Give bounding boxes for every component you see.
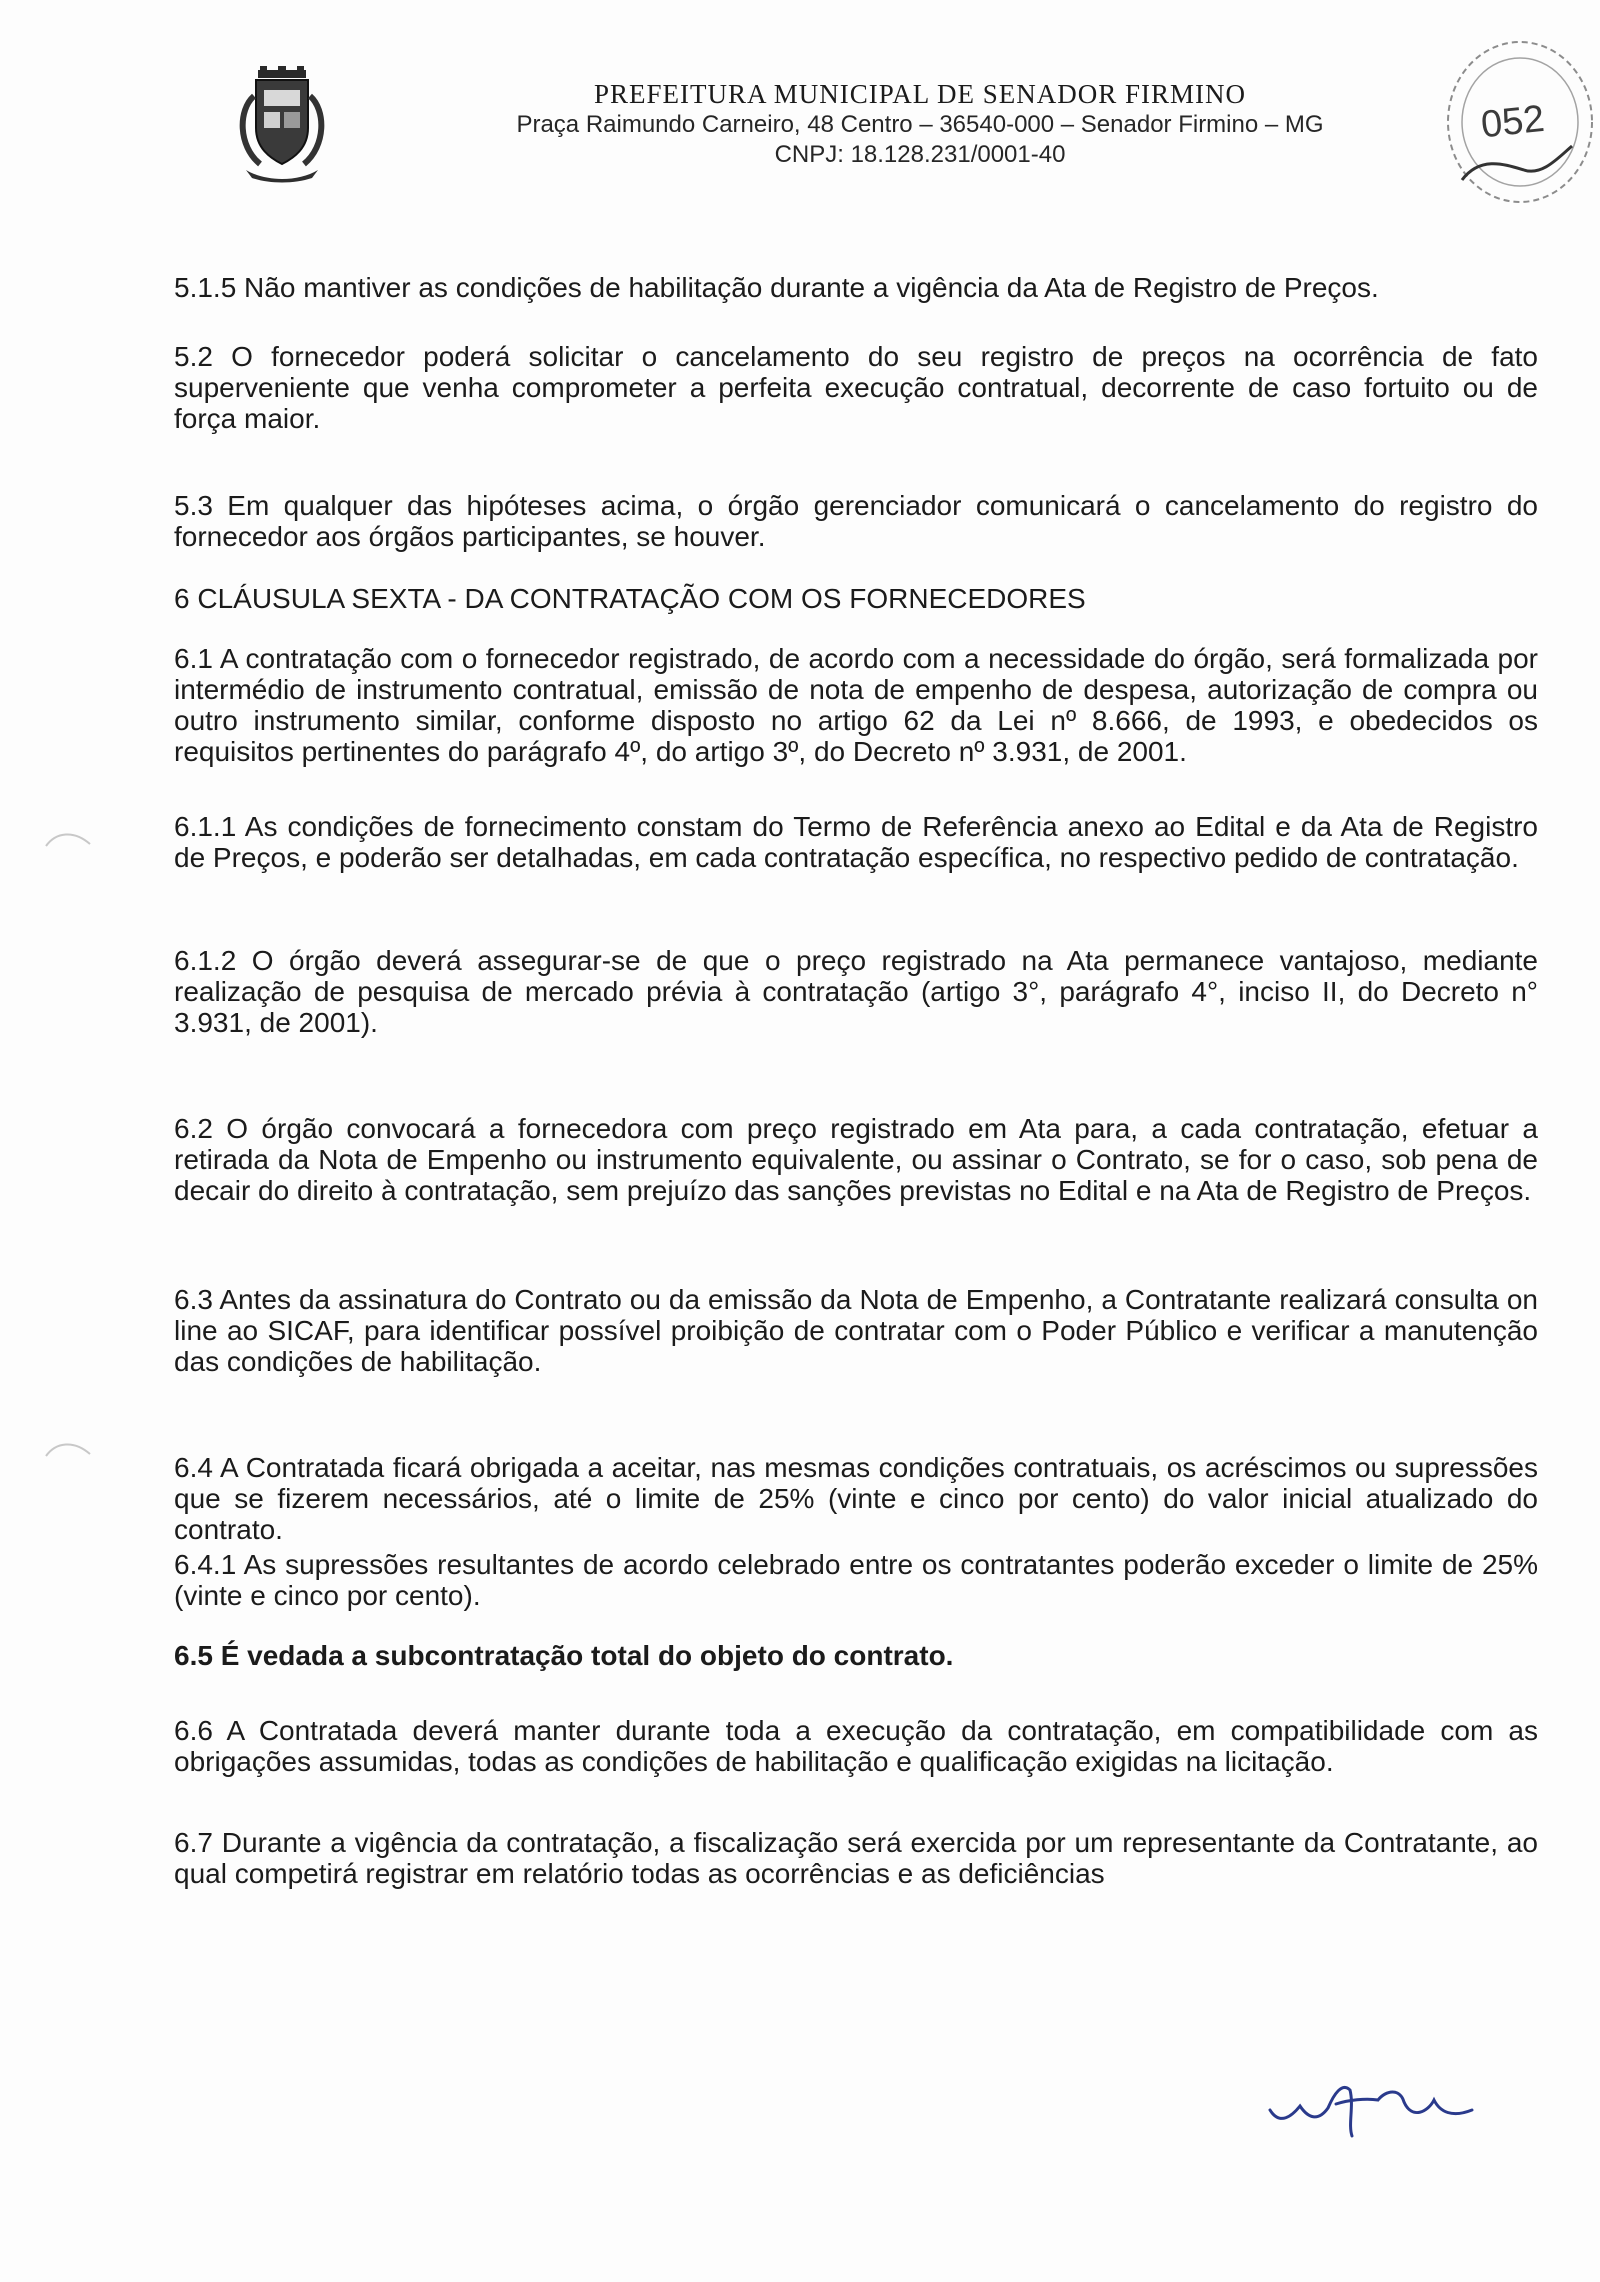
stamp-page-number: 052 [1479, 97, 1547, 147]
municipal-coat-of-arms-icon [232, 66, 332, 184]
clause-5-2: 5.2 O fornecedor poderá solicitar o cancelamento do seu registro de preços na ocorrência de fato superveniente que venha comprometer a perfeita execução contratual, decorrente de caso fortuito ou de força maior. [174, 341, 1538, 434]
handwritten-signature [1262, 2060, 1502, 2140]
clause-6-4-1: 6.4.1 As supressões resultantes de acordo celebrado entre os contratantes poderão exceder o limite de 25% (vinte e cinco por cento). [174, 1549, 1538, 1611]
clause-5-3: 5.3 Em qualquer das hipóteses acima, o órgão gerenciador comunicará o cancelamento do registro do fornecedor aos órgãos participantes, se houver. [174, 490, 1538, 552]
document-body [174, 255, 1538, 1889]
municipality-address: Praça Raimundo Carneiro, 48 Centro – 36540-000 – Senador Firmino – MG [516, 111, 1324, 138]
clause-6-2: 6.2 O órgão convocará a fornecedora com preço registrado em Ata para, a cada contratação, efetuar a retirada da Nota de Empenho ou instrumento equivalente, ou assinar o Contrato, se for o caso, sob pena de decair do direito à contratação, sem prejuízo das sanções previstas no Edital e na Ata de Registro de Preços. [174, 1113, 1538, 1206]
clause-6-3: 6.3 Antes da assinatura do Contrato ou da emissão da Nota de Empenho, a Contratante realizará consulta on line ao SICAF, para identificar possível proibição de contratar com o Poder Público e verificar a manutenção das condições de habilitação. [174, 1284, 1538, 1377]
page-number-stamp [1432, 30, 1597, 210]
scan-punch-mark [44, 1436, 94, 1460]
clause-6-4: 6.4 A Contratada ficará obrigada a aceitar, nas mesmas condições contratuais, os acréscimos ou supressões que se fizerem necessários, até o limite de 25% (vinte e cinco por cento) do valor inicial atualizado do contrato. [174, 1452, 1538, 1545]
page-header [0, 0, 1600, 240]
clause-6-5: 6.5 É vedada a subcontratação total do objeto do contrato. [174, 1640, 954, 1671]
header-text-block [420, 78, 1420, 170]
section-6-heading: 6 CLÁUSULA SEXTA - DA CONTRATAÇÃO COM OS FORNECEDORES [174, 583, 1086, 614]
clause-6-1-1: 6.1.1 As condições de fornecimento constam do Termo de Referência anexo ao Edital e da Ata de Registro de Preços, e poderão ser detalhadas, em cada contratação específica, no respectivo pedido de contratação. [174, 811, 1538, 873]
clause-6-1: 6.1 A contratação com o fornecedor registrado, de acordo com a necessidade do órgão, será formalizada por intermédio de instrumento contratual, emissão de nota de empenho de despesa, autorização de compra ou outro instrumento similar, conforme disposto no artigo 62 da Lei nº 8.666, de 1993, e obedecidos os requisitos pertinentes do parágrafo 4º, do artigo 3º, do Decreto nº 3.931, de 2001. [174, 643, 1538, 767]
scan-punch-mark [44, 826, 94, 850]
clause-6-6: 6.6 A Contratada deverá manter durante toda a execução da contratação, em compatibilidade com as obrigações assumidas, todas as condições de habilitação e qualificação exigidas na licitação. [174, 1715, 1538, 1777]
clause-5-1-5: 5.1.5 Não mantiver as condições de habilitação durante a vigência da Ata de Registro de Preços. [174, 272, 1379, 303]
municipality-cnpj: CNPJ: 18.128.231/0001-40 [774, 141, 1066, 168]
clause-6-7: 6.7 Durante a vigência da contratação, a fiscalização será exercida por um representante da Contratante, ao qual competirá registrar em relatório todas as ocorrências e as deficiências [174, 1827, 1538, 1889]
municipality-title: PREFEITURA MUNICIPAL DE SENADOR FIRMINO [593, 79, 1247, 109]
clause-6-1-2: 6.1.2 O órgão deverá assegurar-se de que o preço registrado na Ata permanece vantajoso, mediante realização de pesquisa de mercado prévia à contratação (artigo 3°, parágrafo 4°, inciso II, do Decreto n° 3.931, de 2001). [174, 945, 1538, 1038]
